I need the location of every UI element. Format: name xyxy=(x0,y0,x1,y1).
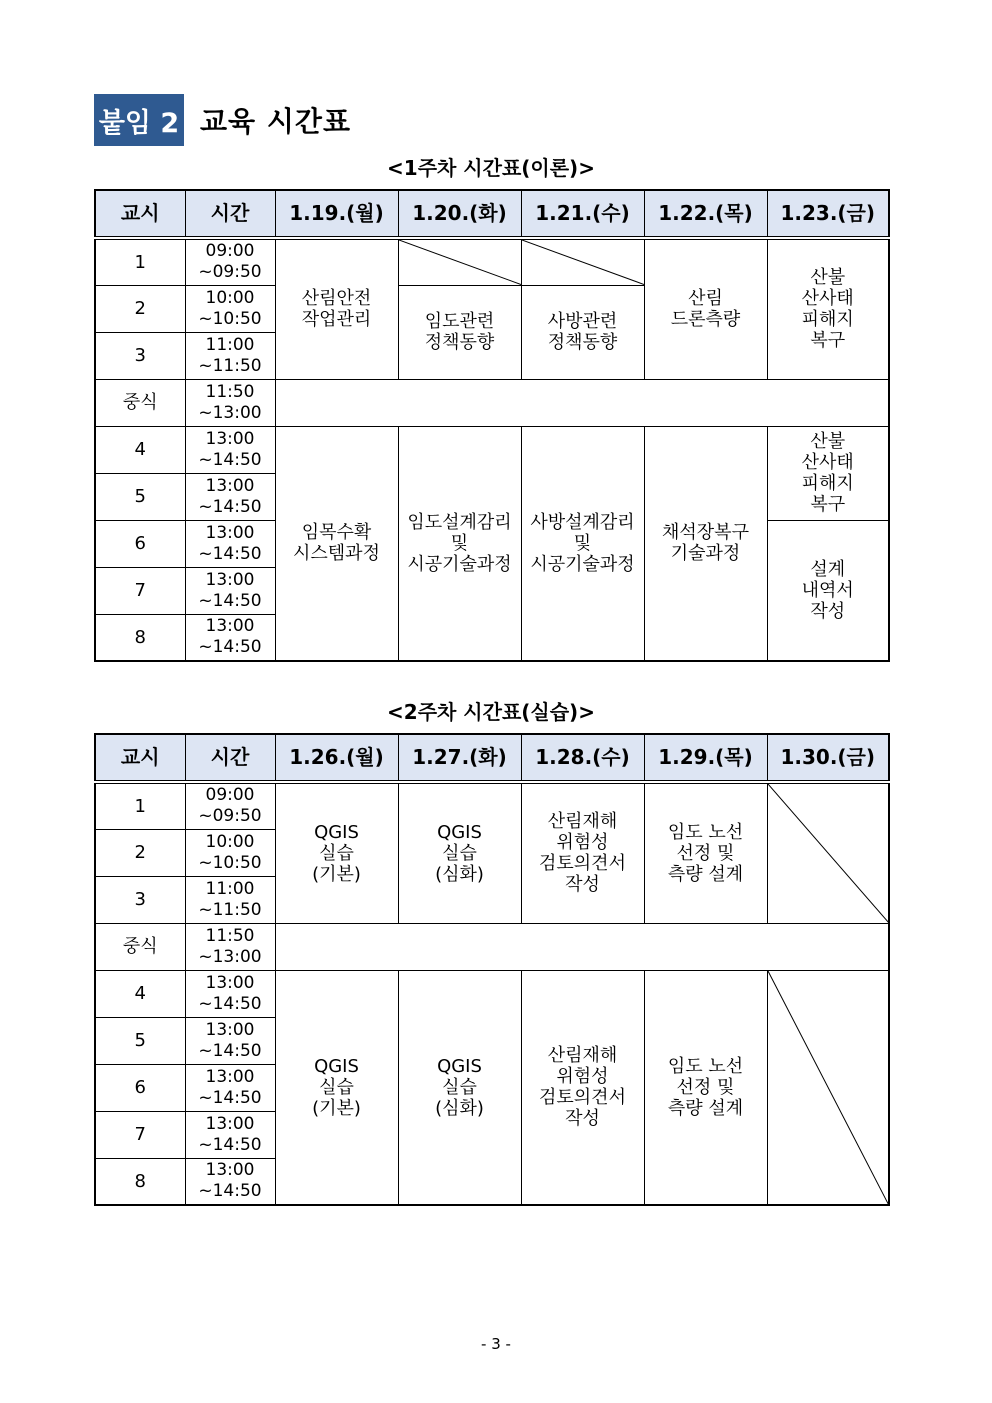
time-cell: 11:50 ~13:00 xyxy=(185,379,275,426)
period-cell: 2 xyxy=(95,829,185,876)
time-cell: 11:00 ~11:50 xyxy=(185,332,275,379)
period-cell: 중식 xyxy=(95,923,185,970)
header-time: 시간 xyxy=(185,190,275,238)
header-day-mon: 1.19.(월) xyxy=(275,190,398,238)
attachment-header xyxy=(94,94,351,146)
period-cell: 3 xyxy=(95,876,185,923)
class-cell: 산림안전 작업관리 xyxy=(275,238,398,379)
period-cell: 1 xyxy=(95,782,185,829)
header-period: 교시 xyxy=(95,190,185,238)
table-row xyxy=(95,238,889,285)
header-day-thu: 1.29.(목) xyxy=(644,734,767,782)
class-cell: 사방설계감리 및 시공기술과정 xyxy=(521,426,644,661)
period-cell: 2 xyxy=(95,285,185,332)
table-header-row xyxy=(95,190,889,238)
time-cell: 11:00 ~11:50 xyxy=(185,876,275,923)
header-day-fri: 1.23.(금) xyxy=(767,190,889,238)
period-cell: 4 xyxy=(95,426,185,473)
time-cell: 13:00 ~14:50 xyxy=(185,1111,275,1158)
class-cell: 임도관련 정책동향 xyxy=(398,285,521,379)
empty-slot-cell xyxy=(398,238,521,285)
period-cell: 5 xyxy=(95,1017,185,1064)
table-row xyxy=(95,426,889,473)
header-day-tue: 1.20.(화) xyxy=(398,190,521,238)
table-header-row xyxy=(95,734,889,782)
week1-timetable xyxy=(94,189,890,662)
class-cell: 산림 드론측량 xyxy=(644,238,767,379)
class-cell: 사방관련 정책동향 xyxy=(521,285,644,379)
time-cell: 13:00 ~14:50 xyxy=(185,1158,275,1205)
lunch-row xyxy=(95,923,889,970)
time-cell: 13:00 ~14:50 xyxy=(185,970,275,1017)
period-cell: 8 xyxy=(95,614,185,661)
time-cell: 13:00 ~14:50 xyxy=(185,426,275,473)
time-cell: 11:50 ~13:00 xyxy=(185,923,275,970)
class-cell: QGIS 실습 (기본) xyxy=(275,970,398,1205)
class-cell: 산림재해 위험성 검토의견서 작성 xyxy=(521,970,644,1205)
empty-slot-cell xyxy=(767,782,889,923)
period-cell: 1 xyxy=(95,238,185,285)
class-cell: 채석장복구 기술과정 xyxy=(644,426,767,661)
period-cell: 중식 xyxy=(95,379,185,426)
attachment-badge: 붙임 2 xyxy=(94,94,184,146)
time-cell: 09:00 ~09:50 xyxy=(185,782,275,829)
period-cell: 6 xyxy=(95,520,185,567)
time-cell: 10:00 ~10:50 xyxy=(185,829,275,876)
class-cell: 임도설계감리 및 시공기술과정 xyxy=(398,426,521,661)
period-cell: 4 xyxy=(95,970,185,1017)
class-cell: QGIS 실습 (심화) xyxy=(398,782,521,923)
time-cell: 13:00 ~14:50 xyxy=(185,473,275,520)
period-cell: 7 xyxy=(95,1111,185,1158)
table-row xyxy=(95,970,889,1017)
week2-caption: <2주차 시간표(실습)> xyxy=(387,700,595,724)
empty-slot-cell xyxy=(767,970,889,1205)
header-day-fri: 1.30.(금) xyxy=(767,734,889,782)
class-cell: 설계 내역서 작성 xyxy=(767,520,889,661)
class-cell: 산불 산사태 피해지 복구 xyxy=(767,426,889,520)
time-cell: 13:00 ~14:50 xyxy=(185,1017,275,1064)
period-cell: 5 xyxy=(95,473,185,520)
diagonal-slash xyxy=(768,971,889,1205)
header-day-thu: 1.22.(목) xyxy=(644,190,767,238)
empty-slot-cell xyxy=(521,238,644,285)
diagonal-slash xyxy=(522,240,644,285)
week2-timetable xyxy=(94,733,890,1206)
lunch-cell xyxy=(275,379,889,426)
header-day-wed: 1.28.(수) xyxy=(521,734,644,782)
header-day-mon: 1.26.(월) xyxy=(275,734,398,782)
class-cell: 산림재해 위험성 검토의견서 작성 xyxy=(521,782,644,923)
document-title: 교육 시간표 xyxy=(200,105,351,138)
time-cell: 10:00 ~10:50 xyxy=(185,285,275,332)
lunch-row xyxy=(95,379,889,426)
class-cell: QGIS 실습 (기본) xyxy=(275,782,398,923)
time-cell: 09:00 ~09:50 xyxy=(185,238,275,285)
class-cell: 임목수확 시스템과정 xyxy=(275,426,398,661)
class-cell: 임도 노선 선정 및 측량 설계 xyxy=(644,970,767,1205)
period-cell: 3 xyxy=(95,332,185,379)
header-time: 시간 xyxy=(185,734,275,782)
period-cell: 8 xyxy=(95,1158,185,1205)
class-cell: QGIS 실습 (심화) xyxy=(398,970,521,1205)
diagonal-slash xyxy=(768,784,889,923)
table-row xyxy=(95,782,889,829)
header-day-tue: 1.27.(화) xyxy=(398,734,521,782)
time-cell: 13:00 ~14:50 xyxy=(185,567,275,614)
header-day-wed: 1.21.(수) xyxy=(521,190,644,238)
period-cell: 7 xyxy=(95,567,185,614)
period-cell: 6 xyxy=(95,1064,185,1111)
page-number: - 3 - xyxy=(481,1335,511,1353)
diagonal-slash xyxy=(399,240,521,285)
class-cell: 산불 산사태 피해지 복구 xyxy=(767,238,889,379)
week1-caption: <1주차 시간표(이론)> xyxy=(387,156,595,180)
time-cell: 13:00 ~14:50 xyxy=(185,614,275,661)
time-cell: 13:00 ~14:50 xyxy=(185,1064,275,1111)
time-cell: 13:00 ~14:50 xyxy=(185,520,275,567)
header-period: 교시 xyxy=(95,734,185,782)
lunch-cell xyxy=(275,923,889,970)
class-cell: 임도 노선 선정 및 측량 설계 xyxy=(644,782,767,923)
